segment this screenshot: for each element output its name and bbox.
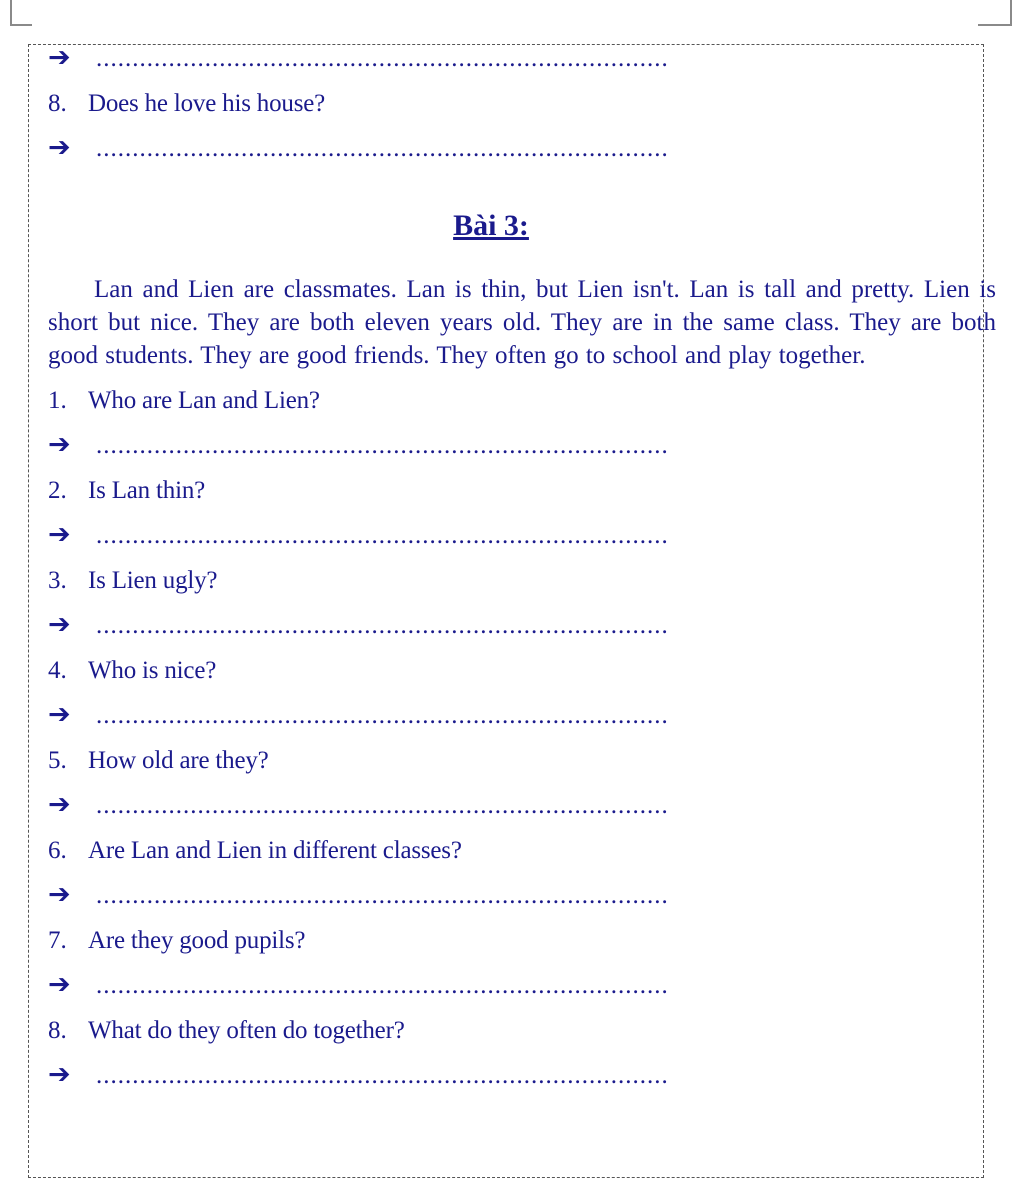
arrow-icon: ➔: [48, 699, 71, 730]
answer-blank[interactable]: ...............................................................................: [96, 432, 669, 459]
answer-line-row: [48, 1061, 994, 1090]
question-text: Is Lan thin?: [88, 477, 206, 504]
arrow-icon: ➔: [48, 429, 71, 460]
arrow-icon: ➔: [48, 879, 71, 910]
answer-line-row: [48, 971, 994, 1000]
crop-mark-top-left-horizontal: [10, 24, 32, 26]
question-text: What do they often do together?: [88, 1017, 405, 1044]
answer-blank[interactable]: ...............................................................................: [96, 882, 669, 909]
answer-blank[interactable]: ...............................................................................: [96, 45, 669, 72]
answer-blank[interactable]: ...............................................................................: [96, 612, 669, 639]
crop-mark-top-right: [976, 0, 1012, 26]
arrow-icon: ➔: [48, 969, 71, 1000]
answer-blank[interactable]: ...............................................................................: [96, 1062, 669, 1089]
question-number: 8.: [48, 1017, 67, 1044]
arrow-icon: ➔: [48, 132, 71, 163]
question-row: [48, 91, 994, 116]
answer-blank[interactable]: ...............................................................................: [96, 702, 669, 729]
question-text: Are Lan and Lien in different classes?: [88, 837, 462, 864]
answer-line-row: [48, 521, 994, 550]
crop-mark-top-left: [10, 0, 34, 26]
reading-passage: Lan and Lien are classmates. Lan is thin, but Lien isn't. Lan is tall and pretty. Lien is short but nice. They are both eleven years old. They are in the same class. They are both good students. They are good friends. They often go to school and play together.: [48, 276, 996, 369]
question-text: Who are Lan and Lien?: [88, 387, 320, 414]
answer-blank[interactable]: ...............................................................................: [96, 792, 669, 819]
question-row: [48, 928, 994, 953]
answer-blank[interactable]: ...............................................................................: [96, 522, 669, 549]
question-row: [48, 748, 994, 773]
question-text: Is Lien ugly?: [88, 567, 218, 594]
question-number: 4.: [48, 657, 67, 684]
answer-blank[interactable]: ...............................................................................: [96, 135, 669, 162]
question-row: [48, 568, 994, 593]
question-number: 3.: [48, 567, 67, 594]
question-text: How old are they?: [88, 747, 269, 774]
arrow-icon: ➔: [48, 609, 71, 640]
crop-mark-top-right-horizontal: [978, 24, 1012, 26]
answer-line-row: [48, 791, 994, 820]
question-number: 5.: [48, 747, 67, 774]
answer-line-row: [48, 701, 994, 730]
question-row: [48, 388, 994, 413]
question-row: [48, 1018, 994, 1043]
question-number: 1.: [48, 387, 67, 414]
answer-blank[interactable]: ...............................................................................: [96, 972, 669, 999]
answer-line-row: [48, 44, 994, 73]
question-number: 7.: [48, 927, 67, 954]
question-number: 8.: [48, 90, 67, 117]
arrow-icon: ➔: [48, 1059, 71, 1090]
question-text: Does he love his house?: [88, 90, 326, 117]
question-row: [48, 478, 994, 503]
answer-line-row: [48, 611, 994, 640]
arrow-icon: ➔: [48, 519, 71, 550]
exercise-title: Bài 3:: [453, 209, 529, 242]
answer-line-row: [48, 881, 994, 910]
arrow-icon: ➔: [48, 42, 71, 73]
answer-line-row: [48, 134, 994, 163]
question-row: [48, 838, 994, 863]
answer-line-row: [48, 431, 994, 460]
question-number: 6.: [48, 837, 67, 864]
question-number: 2.: [48, 477, 67, 504]
arrow-icon: ➔: [48, 789, 71, 820]
question-text: Who is nice?: [88, 657, 217, 684]
document-body: [48, 44, 994, 1090]
question-text: Are they good pupils?: [88, 927, 306, 954]
question-row: [48, 658, 994, 683]
